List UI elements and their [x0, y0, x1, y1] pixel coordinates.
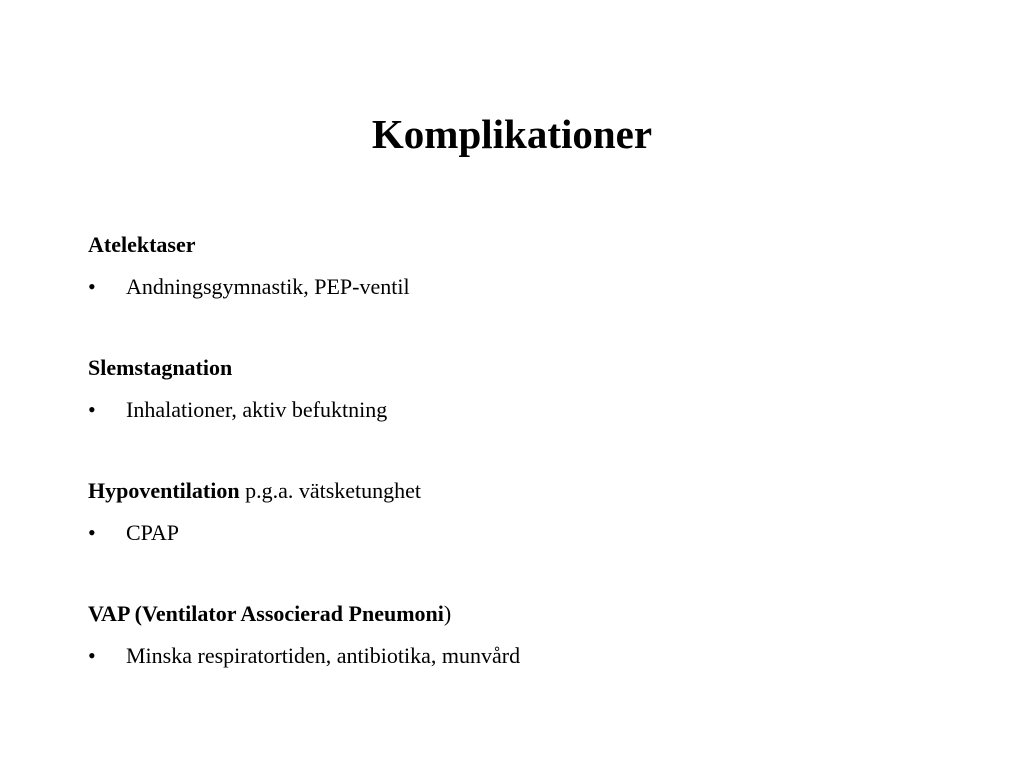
bullet-icon: • [88, 643, 96, 668]
list-item [88, 643, 521, 669]
bullet-icon: • [88, 397, 96, 422]
section-atelektaser [88, 232, 410, 300]
bullet-icon: • [88, 520, 96, 545]
list-item-text: Andningsgymnastik, PEP-ventil [126, 274, 410, 299]
section-vap [88, 601, 521, 669]
heading-bold: VAP (Ventilator Associerad Pneumoni [88, 601, 444, 626]
section-slemstagnation [88, 355, 388, 423]
heading-bold: Atelektaser [88, 232, 196, 257]
list-item-text: CPAP [126, 520, 180, 545]
list-item [88, 397, 388, 423]
heading-bold: Hypoventilation [88, 478, 240, 503]
bullet-icon: • [88, 274, 96, 299]
section-hypoventilation [88, 478, 421, 546]
list-item [88, 274, 410, 300]
list-item [88, 520, 421, 546]
section-heading [88, 355, 232, 381]
section-heading [88, 601, 451, 627]
heading-bold: Slemstagnation [88, 355, 233, 380]
list-item-text: Minska respiratortiden, antibiotika, munvård [126, 643, 521, 668]
heading-rest: p.g.a. vätsketunghet [239, 478, 422, 503]
section-heading [88, 478, 421, 504]
section-heading [88, 232, 196, 258]
list-item-text: Inhalationer, aktiv befuktning [126, 397, 388, 422]
heading-rest: ) [443, 601, 452, 626]
slide-title: Komplikationer [371, 111, 653, 157]
